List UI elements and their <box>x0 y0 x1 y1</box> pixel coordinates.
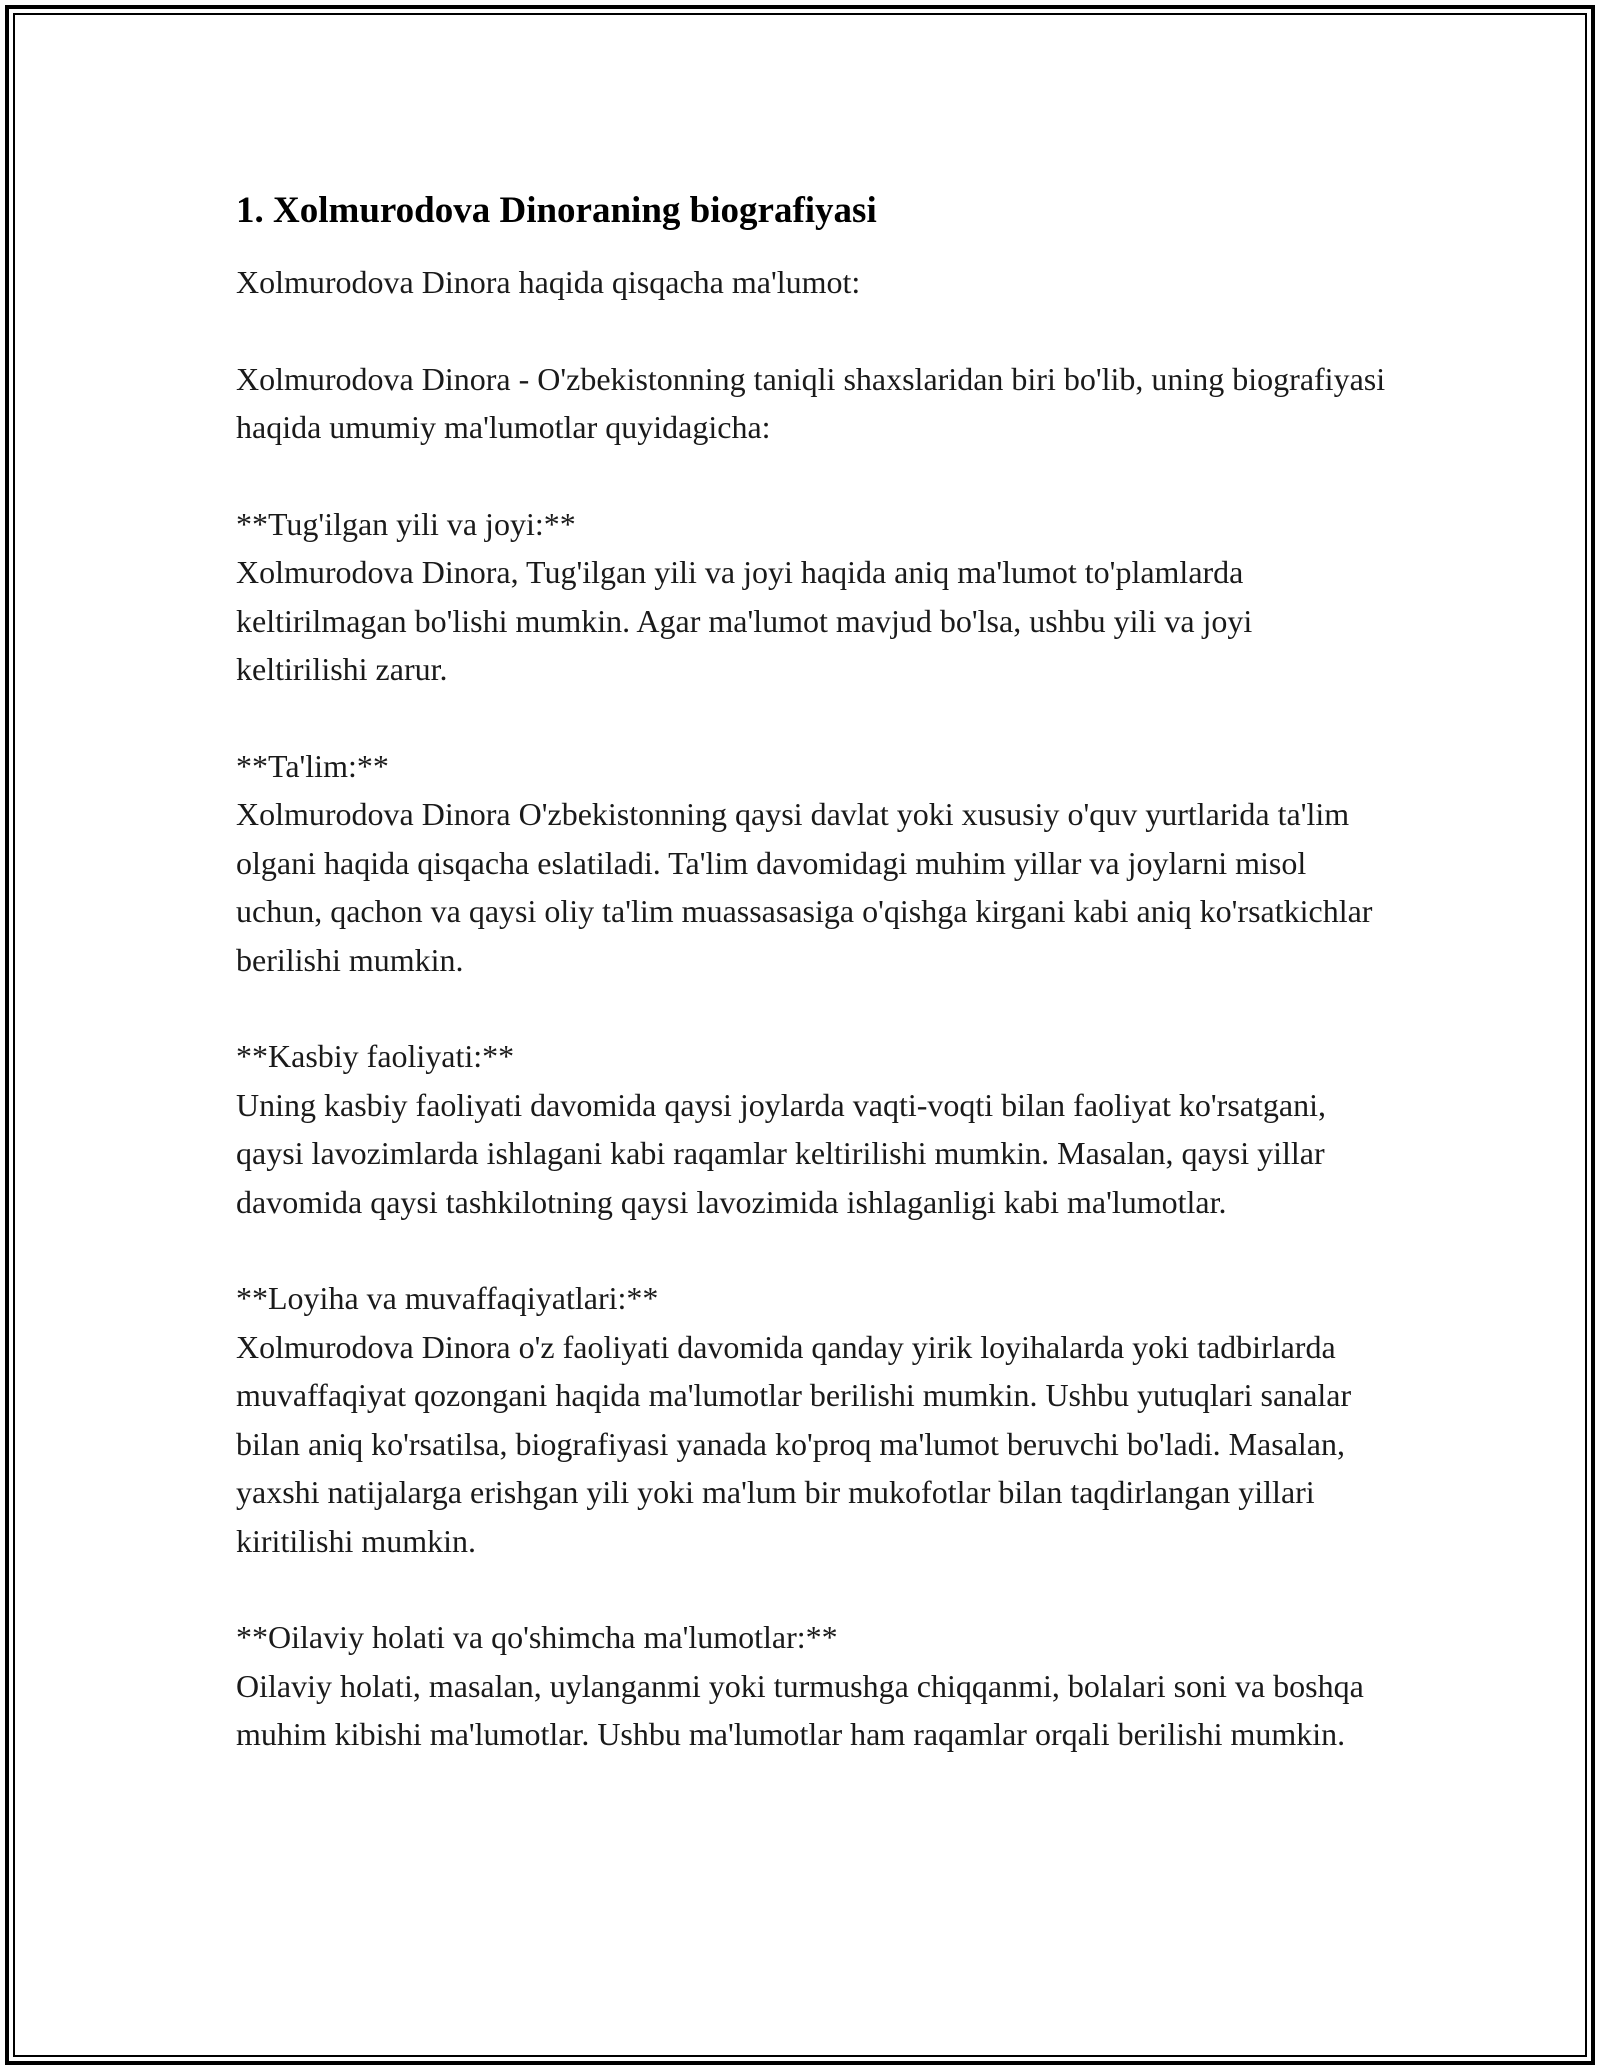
section-education <box>236 742 1386 985</box>
section-heading: **Ta'lim:** <box>236 747 389 784</box>
section-projects <box>236 1274 1386 1565</box>
section-heading: **Loyiha va muvaffaqiyatlari:** <box>236 1280 659 1316</box>
document-body <box>236 186 1386 1759</box>
section-heading: **Tug'ilgan yili va joyi:** <box>236 505 576 542</box>
document-title: 1. Xolmurodova Dinoraning biografiyasi <box>236 190 877 231</box>
section-body: Uning kasbiy faoliyati davomida qaysi joylarda vaqti-voqti bilan faoliyat ko'rsatgani, qaysi lavozimlarda ishlagani kabi raqamlar keltirilishi mumkin. Masalan, qaysi yillar davomida qaysi tashkilotning qaysi lavozimida ishlaganligi kabi ma'lumotlar. <box>236 1086 1326 1220</box>
section-heading: **Kasbiy faoliyati:** <box>236 1038 515 1074</box>
section-career <box>236 1032 1386 1226</box>
section-body: Oilaviy holati, masalan, uylanganmi yoki turmushga chiqqanmi, bolalari soni va boshqa muhim kibishi ma'lumotlar. Ushbu ma'lumotlar ham raqamlar orqali berilishi mumkin. <box>236 1667 1364 1752</box>
section-body: Xolmurodova Dinora O'zbekistonning qaysi davlat yoki xususiy o'quv yurtlarida ta'lim olgani haqida qisqacha eslatiladi. Ta'lim davomidagi muhim yillar va joylarni misol uchun, qachon va qaysi oliy ta'lim muassasasiga o'qishga kirgani kabi aniq ko'rsatkichlar berilishi mumkin. <box>236 796 1373 978</box>
section-body: Xolmurodova Dinora, Tug'ilgan yili va joyi haqida aniq ma'lumot to'plamlarda keltirilmagan bo'lishi mumkin. Agar ma'lumot mavjud bo'lsa, ushbu yili va joyi keltirilishi zarur. <box>236 554 1253 687</box>
section-family <box>236 1613 1386 1759</box>
section-birth <box>236 500 1386 694</box>
section-body: Xolmurodova Dinora o'z faoliyati davomida qanday yirik loyihalarda yoki tadbirlarda muvaffaqiyat qozongani haqida ma'lumotlar berilishi mumkin. Ushbu yutuqlari sanalar bilan aniq ko'rsatilsa, biografiyasi yanada ko'proq ma'lumot beruvchi bo'ladi. Masalan, yaxshi natijalarga erishgan yili yoki ma'lum bir mukofotlar bilan taqdirlangan yillari kiritilishi mumkin. <box>236 1328 1352 1559</box>
intro-text: Xolmurodova Dinora haqida qisqacha ma'lumot: <box>236 264 861 300</box>
overview-paragraph: Xolmurodova Dinora - O'zbekistonning taniqli shaxslaridan biri bo'lib, uning biografiyasi haqida umumiy ma'lumotlar quyidagicha: <box>236 360 1386 445</box>
section-heading: **Oilaviy holati va qo'shimcha ma'lumotlar:** <box>236 1619 838 1655</box>
